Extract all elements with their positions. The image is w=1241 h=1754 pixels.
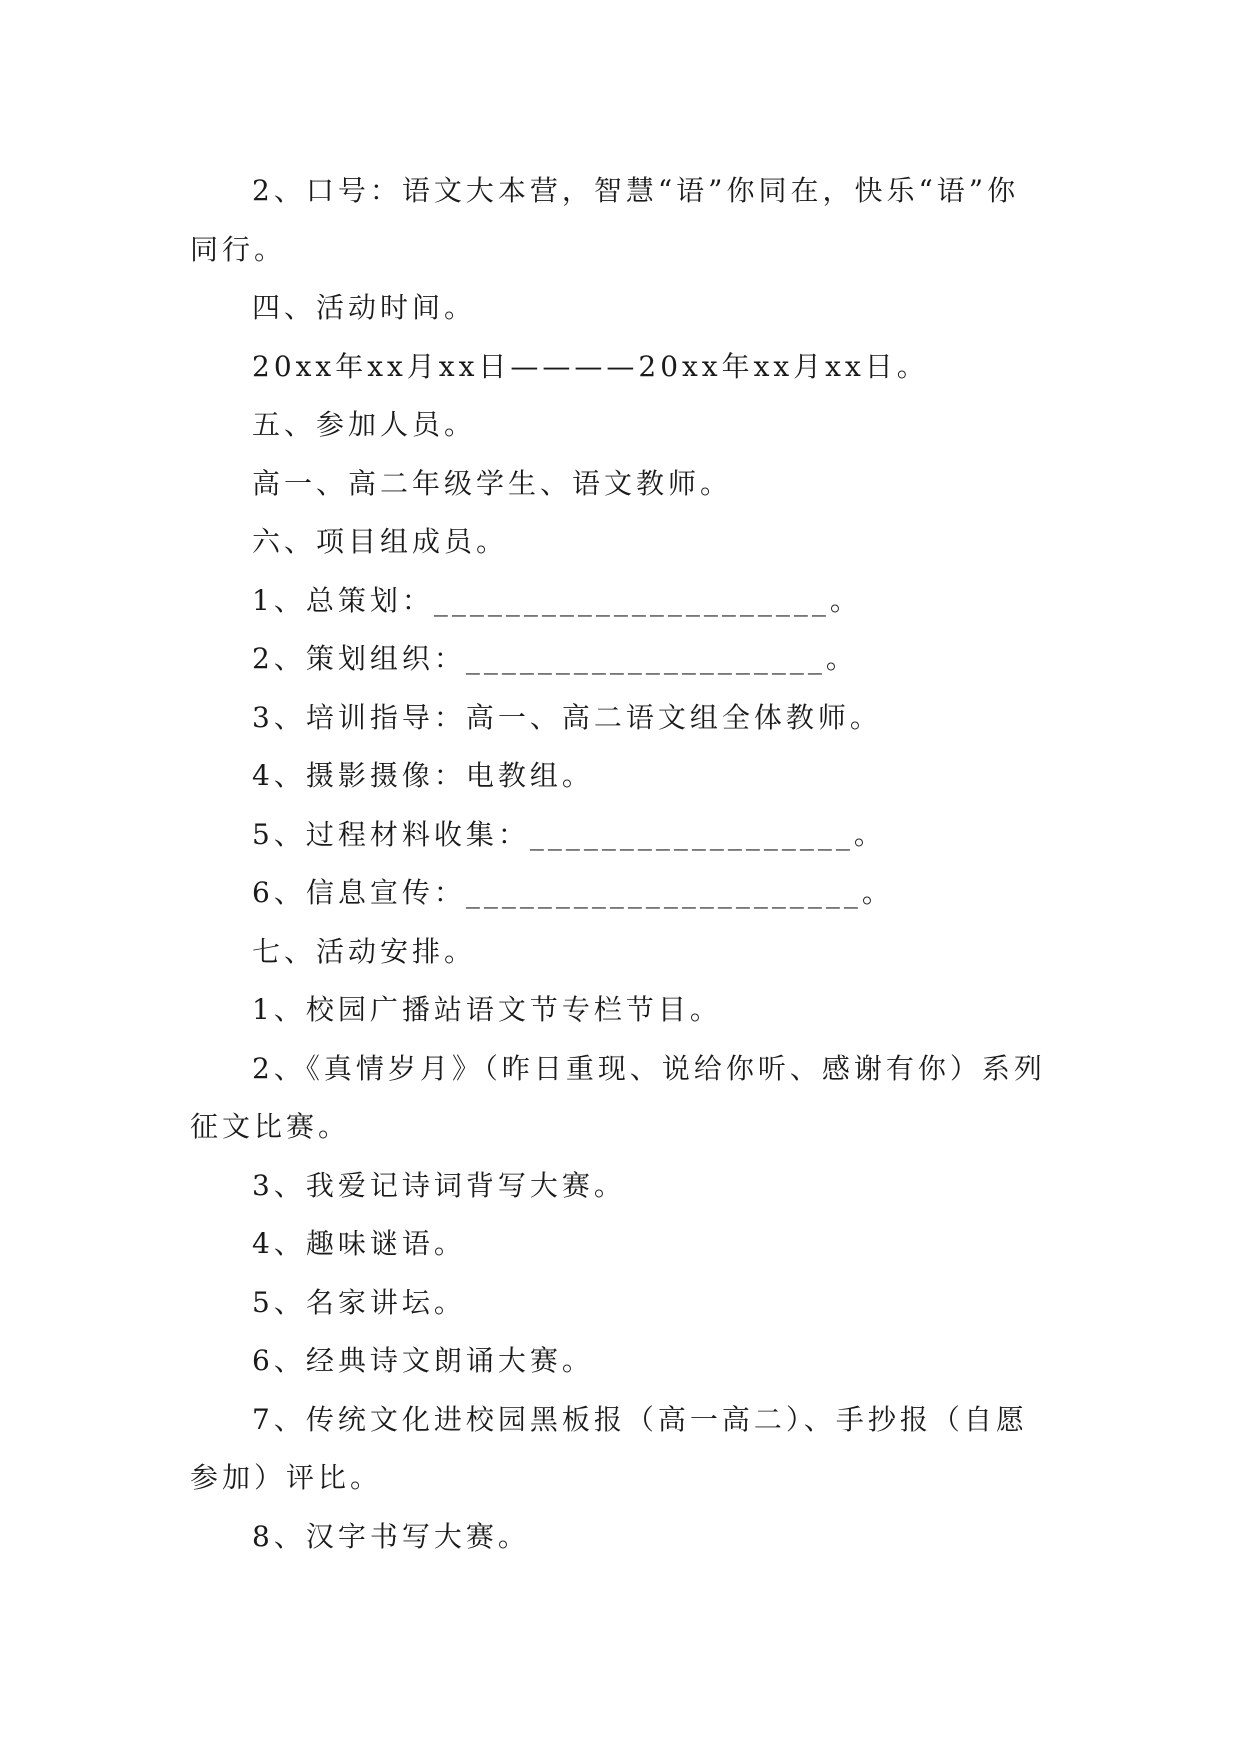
list-item-photography: 4、摄影摄像：电教组。 (252, 759, 594, 792)
heading-participants: 五、参加人员。 (252, 408, 477, 441)
list-item-calligraphy-contest: 8、汉字书写大赛。 (252, 1519, 530, 1553)
heading-activity-time: 四、活动时间。 (252, 291, 477, 324)
heading-activity-arrangement: 七、活动安排。 (252, 934, 477, 968)
list-item-essay-contest: 2、《真情岁月》（昨日重现、说给你听、感谢有你）系列征文比赛。 (190, 1051, 1046, 1143)
paragraph-date-range: 20xx年xx月xx日————20xx年xx月xx日。 (252, 349, 929, 383)
list-item-chief-planner: 1、总策划：______________________。 (252, 583, 862, 617)
list-item-training-guidance: 3、培训指导：高一、高二语文组全体教师。 (252, 700, 882, 734)
list-item-riddles: 4、趣味谜语。 (252, 1227, 466, 1260)
list-item-publicity: 6、信息宣传：______________________。 (252, 876, 894, 909)
list-item-recitation: 6、经典诗文朗诵大赛。 (252, 1344, 594, 1377)
document-body (190, 162, 1050, 1566)
paragraph-participants: 高一、高二年级学生、语文教师。 (252, 466, 733, 500)
list-item-lecture: 5、名家讲坛。 (252, 1285, 466, 1319)
list-item-poetry-contest: 3、我爱记诗词背写大赛。 (252, 1168, 626, 1202)
list-item-radio-program: 1、校园广播站语文节专栏节目。 (252, 993, 722, 1026)
list-item-planning-organization: 2、策划组织：____________________。 (252, 642, 858, 675)
list-item-blackboard-contest: 7、传统文化进校园黑板报（高一高二）、手抄报（自愿参加）评比。 (190, 1402, 1028, 1494)
heading-project-members: 六、项目组成员。 (252, 525, 509, 558)
list-item-material-collection: 5、过程材料收集：__________________。 (252, 817, 886, 851)
paragraph-slogan: 2、口号：语文大本营，智慧“语”你同在，快乐“语”你同行。 (190, 174, 1020, 266)
